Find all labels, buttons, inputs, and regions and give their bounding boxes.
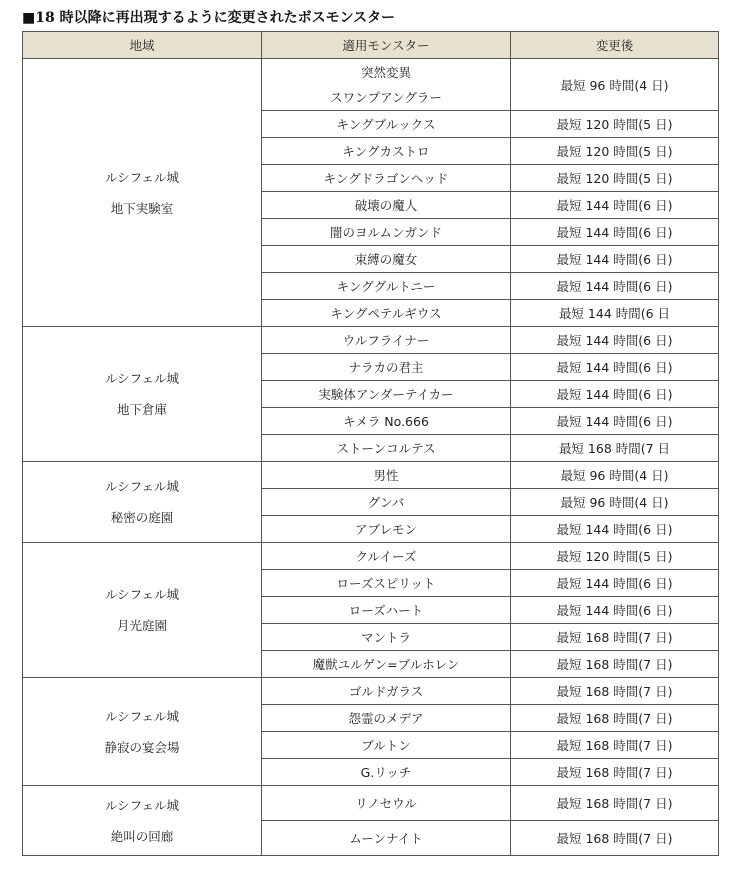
table-header-row bbox=[23, 32, 719, 59]
monster-cell bbox=[262, 678, 511, 705]
change-cell: 最短 144 時間(6 日) bbox=[511, 408, 719, 435]
monster-cell bbox=[262, 138, 511, 165]
monster-name: 束縛の魔女 bbox=[354, 252, 418, 267]
change-cell: 最短 144 時間(6 日) bbox=[511, 570, 719, 597]
monster-cell bbox=[262, 624, 511, 651]
change-cell: 最短 96 時間(4 日) bbox=[511, 489, 719, 516]
monster-name: キングドラゴンヘッド bbox=[323, 171, 449, 186]
change-cell: 最短 144 時間(6 日) bbox=[511, 273, 719, 300]
monster-name: 実験体アンダーテイカー bbox=[318, 387, 454, 402]
area-label: ルシフェル城 bbox=[104, 169, 180, 185]
monster-cell bbox=[262, 543, 511, 570]
monster-name: キメラ No.666 bbox=[343, 414, 429, 429]
area-cell bbox=[23, 678, 262, 786]
change-cell: 最短 168 時間(7 日) bbox=[511, 624, 719, 651]
change-cell: 最短 144 時間(6 日) bbox=[511, 381, 719, 408]
monster-cell bbox=[262, 570, 511, 597]
monster-name: 怨霊のメデア bbox=[348, 711, 424, 726]
header-monster: 適用モンスター bbox=[262, 32, 511, 59]
monster-name: クルイーズ bbox=[355, 549, 417, 564]
change-cell: 最短 96 時間(4 日) bbox=[511, 59, 719, 111]
monster-cell bbox=[262, 651, 511, 678]
monster-cell bbox=[262, 759, 511, 786]
change-cell: 最短 168 時間(7 日) bbox=[511, 651, 719, 678]
monster-cell bbox=[262, 821, 511, 856]
monster-cell bbox=[262, 327, 511, 354]
area-label: 地下実験室 bbox=[110, 200, 174, 216]
area-label: 月光庭園 bbox=[116, 618, 167, 633]
monster-name: ムーンナイト bbox=[349, 831, 423, 846]
monster-name: アブレモン bbox=[354, 522, 417, 537]
monster-cell bbox=[262, 597, 511, 624]
page-title: ■18 時以降に再出現するように変更されたボスモンスター bbox=[22, 10, 396, 26]
monster-name: 闇のヨルムンガンド bbox=[329, 225, 442, 240]
change-cell: 最短 144 時間(6 日 bbox=[511, 300, 719, 327]
monster-cell bbox=[262, 59, 511, 111]
area-label: 静寂の宴会場 bbox=[104, 739, 180, 755]
monster-cell bbox=[262, 111, 511, 138]
monster-name: リノセウル bbox=[355, 796, 417, 811]
monster-name: ストーンコルテス bbox=[336, 441, 436, 456]
monster-name: キングペテルギウス bbox=[330, 306, 442, 321]
table-row bbox=[23, 59, 719, 111]
monster-name: スワンプアングラー bbox=[330, 89, 442, 105]
monster-name: 魔獣ユルゲン=ブルホレン bbox=[312, 657, 460, 672]
monster-name: マントラ bbox=[360, 630, 411, 645]
monster-cell bbox=[262, 381, 511, 408]
monster-cell bbox=[262, 408, 511, 435]
change-cell: 最短 144 時間(6 日) bbox=[511, 246, 719, 273]
table-row bbox=[23, 786, 719, 821]
monster-name: キングカストロ bbox=[342, 144, 430, 159]
change-cell: 最短 144 時間(6 日) bbox=[511, 597, 719, 624]
monster-cell bbox=[262, 219, 511, 246]
table-row bbox=[23, 678, 719, 705]
monster-cell bbox=[262, 489, 511, 516]
change-cell: 最短 144 時間(6 日) bbox=[511, 327, 719, 354]
area-cell bbox=[23, 59, 262, 327]
area-label: ルシフェル城 bbox=[104, 587, 180, 602]
monster-name: キングブルックス bbox=[336, 117, 436, 132]
monster-cell bbox=[262, 705, 511, 732]
monster-cell bbox=[262, 462, 511, 489]
change-cell: 最短 168 時間(7 日) bbox=[511, 678, 719, 705]
monster-name: グンバ bbox=[367, 495, 405, 510]
change-cell: 最短 168 時間(7 日) bbox=[511, 821, 719, 856]
area-cell bbox=[23, 327, 262, 462]
monster-name: ウルフライナー bbox=[342, 333, 430, 348]
change-cell: 最短 120 時間(5 日) bbox=[511, 543, 719, 570]
area-label: 絶叫の回廊 bbox=[110, 828, 174, 844]
area-label: ルシフェル城 bbox=[104, 371, 180, 386]
monster-cell bbox=[262, 192, 511, 219]
table-row bbox=[23, 462, 719, 489]
monster-name: 男性 bbox=[373, 468, 399, 483]
area-cell bbox=[23, 462, 262, 543]
area-cell bbox=[23, 786, 262, 856]
monster-cell bbox=[262, 354, 511, 381]
change-cell: 最短 144 時間(6 日) bbox=[511, 192, 719, 219]
monster-cell bbox=[262, 273, 511, 300]
monster-cell bbox=[262, 246, 511, 273]
header-change: 変更後 bbox=[511, 32, 719, 59]
change-cell: 最短 168 時間(7 日 bbox=[511, 435, 719, 462]
change-cell: 最短 144 時間(6 日) bbox=[511, 516, 719, 543]
area-label: ルシフェル城 bbox=[104, 797, 180, 813]
monster-name: ブルトン bbox=[361, 738, 411, 753]
monster-name: ゴルドガラス bbox=[348, 684, 424, 699]
change-cell: 最短 144 時間(6 日) bbox=[511, 354, 719, 381]
monster-name: 突然変異 bbox=[360, 64, 411, 80]
table-row bbox=[23, 327, 719, 354]
change-cell: 最短 96 時間(4 日) bbox=[511, 462, 719, 489]
monster-cell bbox=[262, 786, 511, 821]
monster-name: ナラカの君主 bbox=[348, 360, 424, 375]
area-label: 秘密の庭園 bbox=[110, 510, 174, 525]
change-cell: 最短 120 時間(5 日) bbox=[511, 165, 719, 192]
monster-name: ローズハート bbox=[348, 603, 424, 618]
monster-cell bbox=[262, 516, 511, 543]
area-label: ルシフェル城 bbox=[104, 708, 180, 724]
change-cell: 最短 168 時間(7 日) bbox=[511, 705, 719, 732]
change-cell: 最短 168 時間(7 日) bbox=[511, 759, 719, 786]
area-cell bbox=[23, 543, 262, 678]
area-label: 地下倉庫 bbox=[116, 402, 167, 417]
monster-cell bbox=[262, 732, 511, 759]
table-row bbox=[23, 543, 719, 570]
monster-name: G.リッチ bbox=[360, 765, 412, 780]
change-cell: 最短 144 時間(6 日) bbox=[511, 219, 719, 246]
monster-cell bbox=[262, 300, 511, 327]
monster-name: 破壊の魔人 bbox=[354, 198, 418, 213]
monster-name: ローズスピリット bbox=[336, 576, 436, 591]
monster-cell bbox=[262, 435, 511, 462]
area-label: ルシフェル城 bbox=[104, 479, 180, 494]
change-cell: 最短 120 時間(5 日) bbox=[511, 138, 719, 165]
change-cell: 最短 168 時間(7 日) bbox=[511, 786, 719, 821]
boss-respawn-table bbox=[22, 31, 719, 856]
header-area: 地域 bbox=[23, 32, 262, 59]
monster-name: キンググルトニー bbox=[336, 279, 436, 294]
change-cell: 最短 120 時間(5 日) bbox=[511, 111, 719, 138]
table-body bbox=[23, 59, 719, 856]
change-cell: 最短 168 時間(7 日) bbox=[511, 732, 719, 759]
monster-cell bbox=[262, 165, 511, 192]
